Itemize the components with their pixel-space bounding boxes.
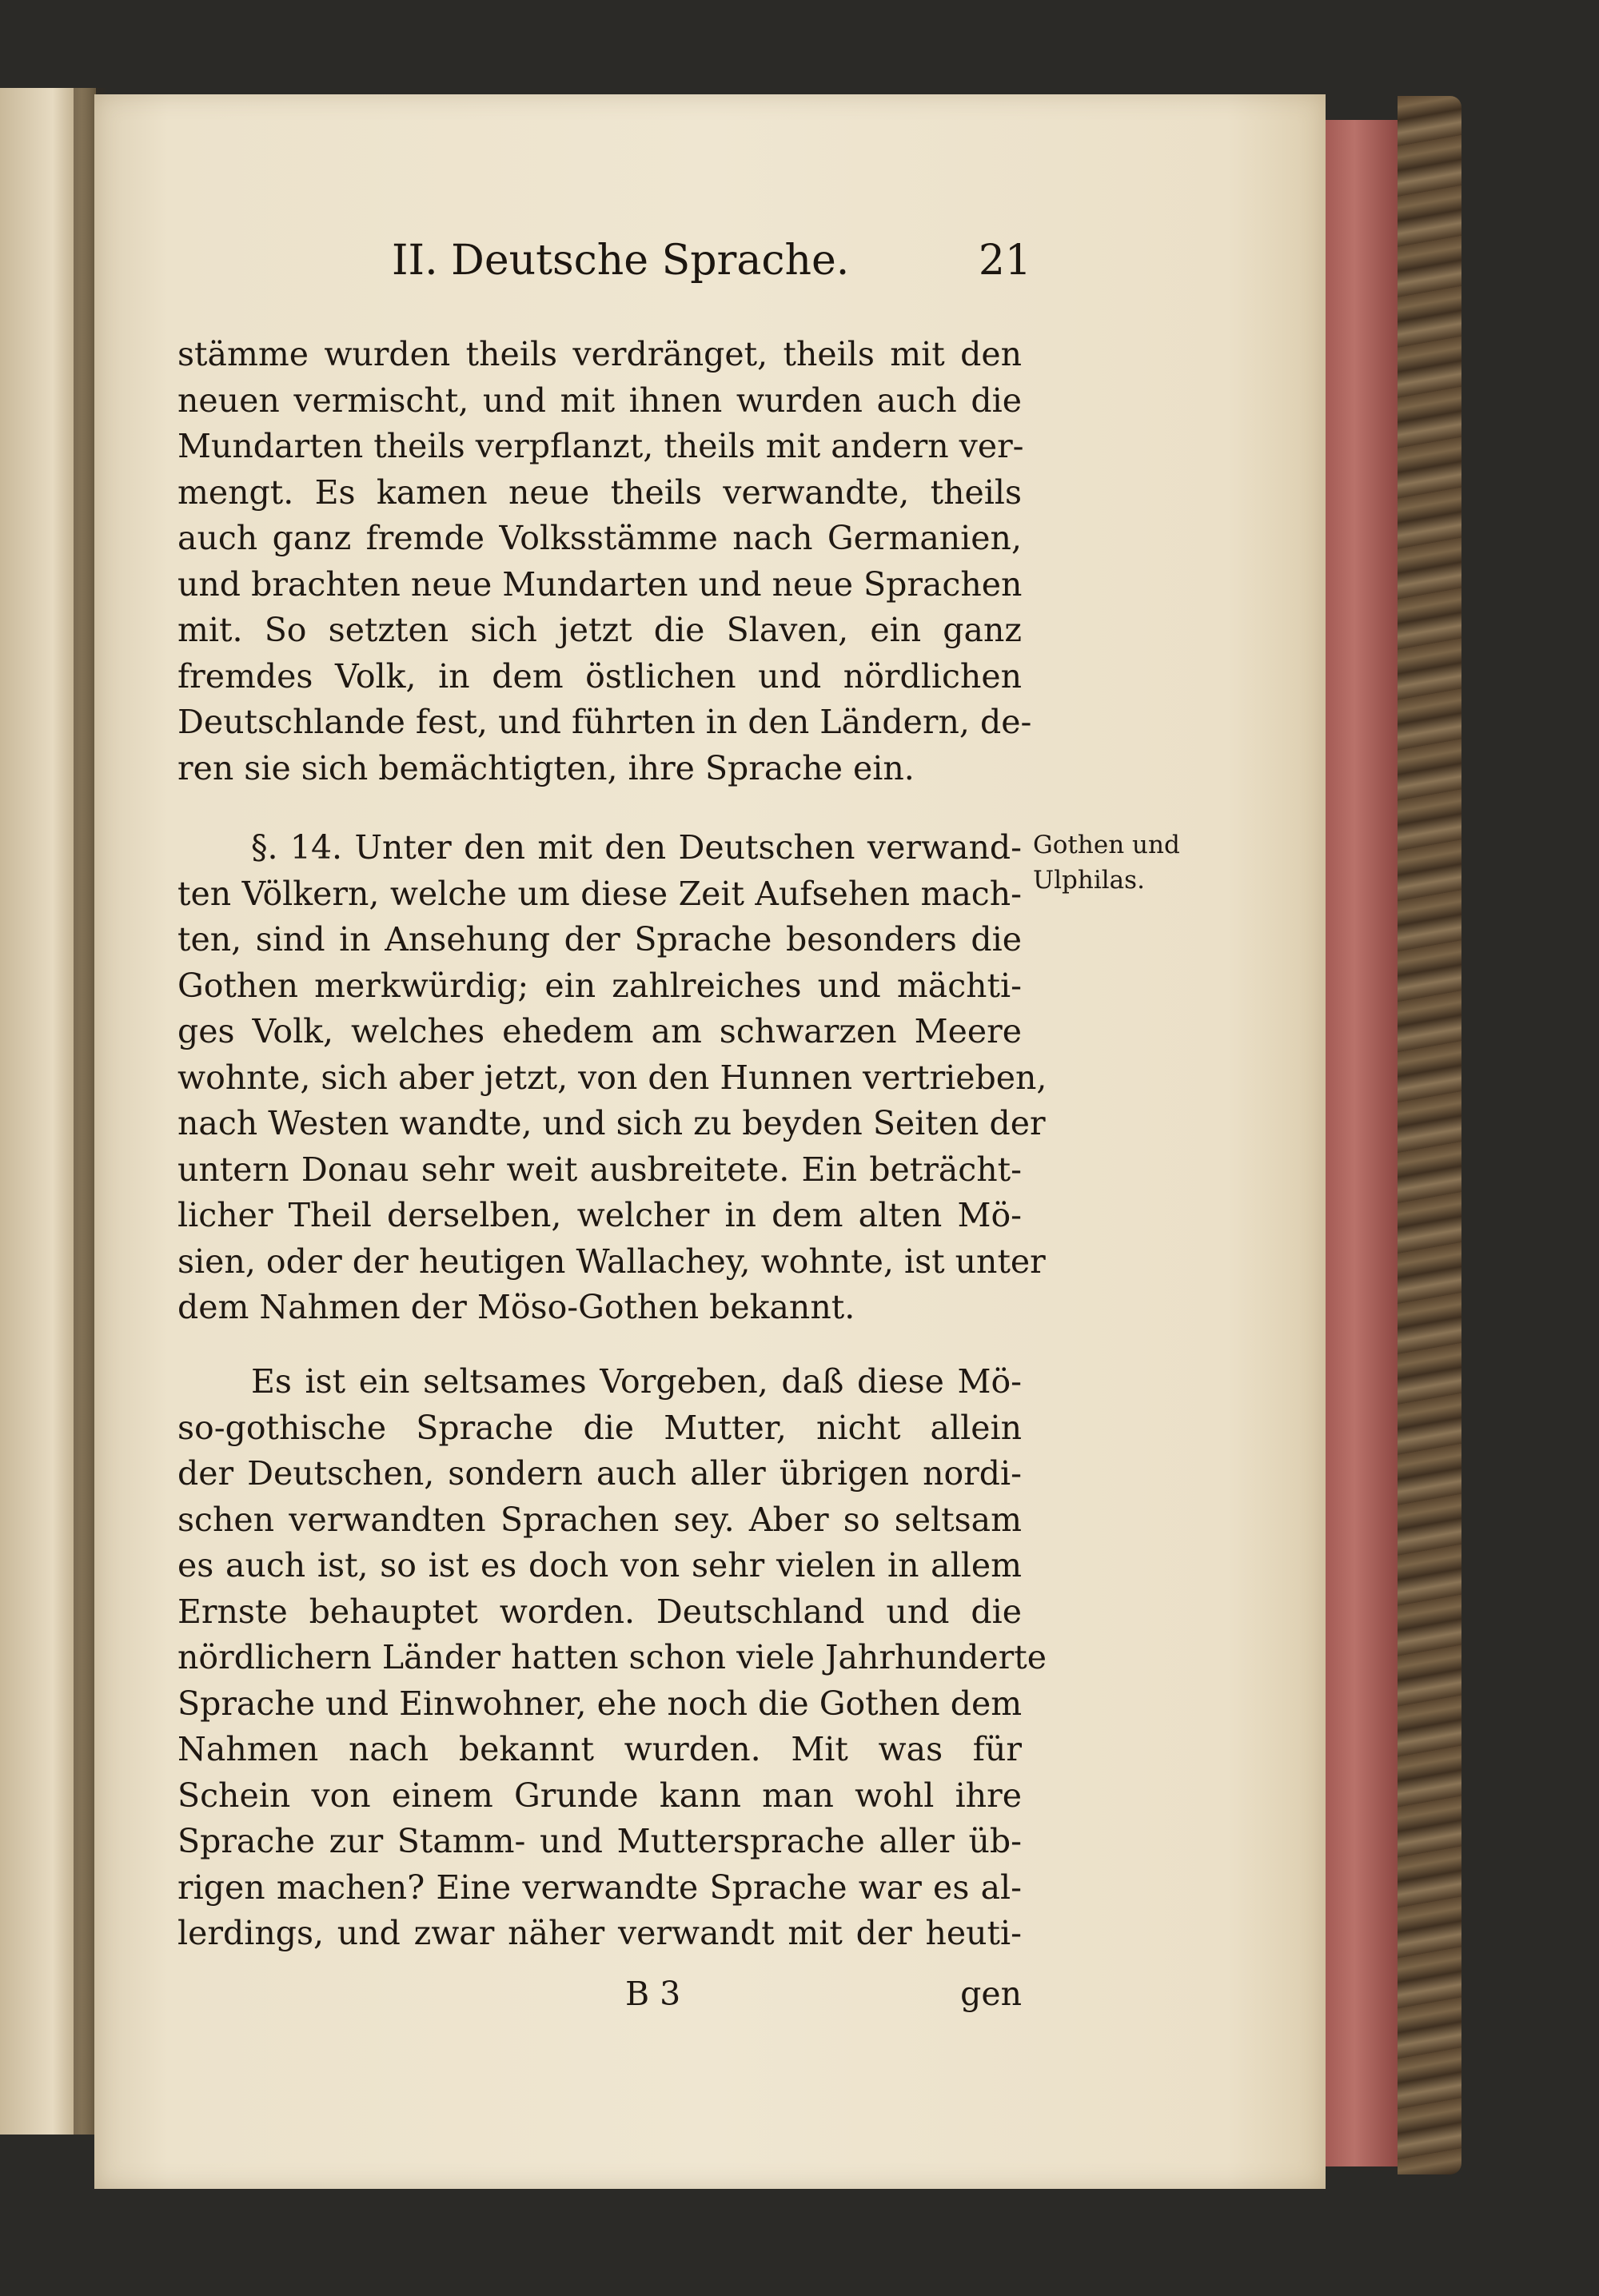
text-line: der Deutschen, sondern auch aller übrigen nordi- xyxy=(177,1454,1022,1493)
text-line: dem Nahmen der Möso-Gothen bekannt. xyxy=(177,1288,855,1326)
text-line: Gothen merkwürdig; ein zahlreiches und mächti- xyxy=(177,966,1022,1005)
text-line: Mundarten theils verpflanzt, theils mit andern ver- xyxy=(177,427,1024,465)
paragraph-1 xyxy=(177,332,1032,791)
page-edge-red xyxy=(1326,120,1398,2166)
page-number: 21 xyxy=(978,237,1031,285)
marbled-cover xyxy=(1398,96,1461,2174)
text-line: Schein von einem Grunde kann man wohl ihre xyxy=(177,1776,1022,1815)
text-line: ges Volk, welches ehedem am schwarzen Meere xyxy=(177,1012,1022,1050)
text-line: licher Theil derselben, welcher in dem alten Mö- xyxy=(177,1196,1022,1234)
text-line: auch ganz fremde Volksstämme nach Germanien, xyxy=(177,519,1022,557)
text-line: Deutschlande fest, und führten in den Ländern, de- xyxy=(177,703,1032,741)
margin-note-line: Gothen und xyxy=(1033,831,1180,859)
running-header xyxy=(216,232,1031,296)
text-line: sien, oder der heutigen Wallachey, wohnte, ist unter xyxy=(177,1242,1046,1281)
text-line: nördlichern Länder hatten schon viele Jahrhunderte xyxy=(177,1638,1047,1676)
text-line: ten Völkern, welche um diese Zeit Aufsehen mach- xyxy=(177,874,1022,913)
text-line: untern Donau sehr weit ausbreitete. Ein beträcht- xyxy=(177,1150,1022,1189)
text-line: rigen machen? Eine verwandte Sprache war es al- xyxy=(177,1867,1022,1907)
signature-mark: B 3 xyxy=(625,1975,681,2013)
text-line: mit. So setzten sich jetzt die Slaven, ein ganz xyxy=(177,611,1022,649)
text-line: schen verwandten Sprachen sey. Aber so seltsam xyxy=(177,1500,1022,1539)
text-line: Nahmen nach bekannt wurden. Mit was für xyxy=(177,1730,1022,1768)
text-line: Sprache und Einwohner, ehe noch die Gothen dem xyxy=(177,1684,1023,1723)
text-line: neuen vermischt, und mit ihnen wurden auch die xyxy=(177,381,1022,420)
text-line: und brachten neue Mundarten und neue Sprachen xyxy=(177,564,1023,604)
page-footer xyxy=(177,1975,1022,2023)
text-line: stämme wurden theils verdränget, theils mit den xyxy=(177,335,1022,373)
catchword: gen xyxy=(960,1975,1022,2013)
text-line: so-gothische Sprache die Mutter, nicht allein xyxy=(177,1408,1022,1447)
text-line: Es ist ein seltsames Vorgeben, daß diese Mö- xyxy=(251,1362,1022,1401)
text-line: Sprache zur Stamm- und Muttersprache aller üb- xyxy=(177,1822,1022,1860)
text-line: wohnte, sich aber jetzt, von den Hunnen vertrieben, xyxy=(177,1058,1047,1097)
text-line: lerdings, und zwar näher verwandt mit der heuti- xyxy=(177,1914,1022,1952)
text-line: es auch ist, so ist es doch von sehr vielen in allem xyxy=(177,1546,1022,1584)
text-line: mengt. Es kamen neue theils verwandte, theils xyxy=(177,472,1022,512)
text-line: nach Westen wandte, und sich zu beyden Seiten der xyxy=(177,1104,1046,1142)
text-line: ten, sind in Ansehung der Sprache besonders die xyxy=(177,920,1022,959)
margin-note xyxy=(1033,827,1201,898)
text-line: Ernste behauptet worden. Deutschland und die xyxy=(177,1592,1022,1631)
text-line: ren sie sich bemächtigten, ihre Sprache ein. xyxy=(177,748,915,787)
text-line: fremdes Volk, in dem östlichen und nördlichen xyxy=(177,656,1022,696)
paragraph-3 xyxy=(177,1359,1047,1957)
text-line: §. 14. Unter den mit den Deutschen verwand- xyxy=(251,828,1022,867)
margin-note-line: Ulphilas. xyxy=(1033,866,1145,895)
paragraph-2 xyxy=(177,825,1047,1331)
header-title: II. Deutsche Sprache. xyxy=(392,237,850,285)
